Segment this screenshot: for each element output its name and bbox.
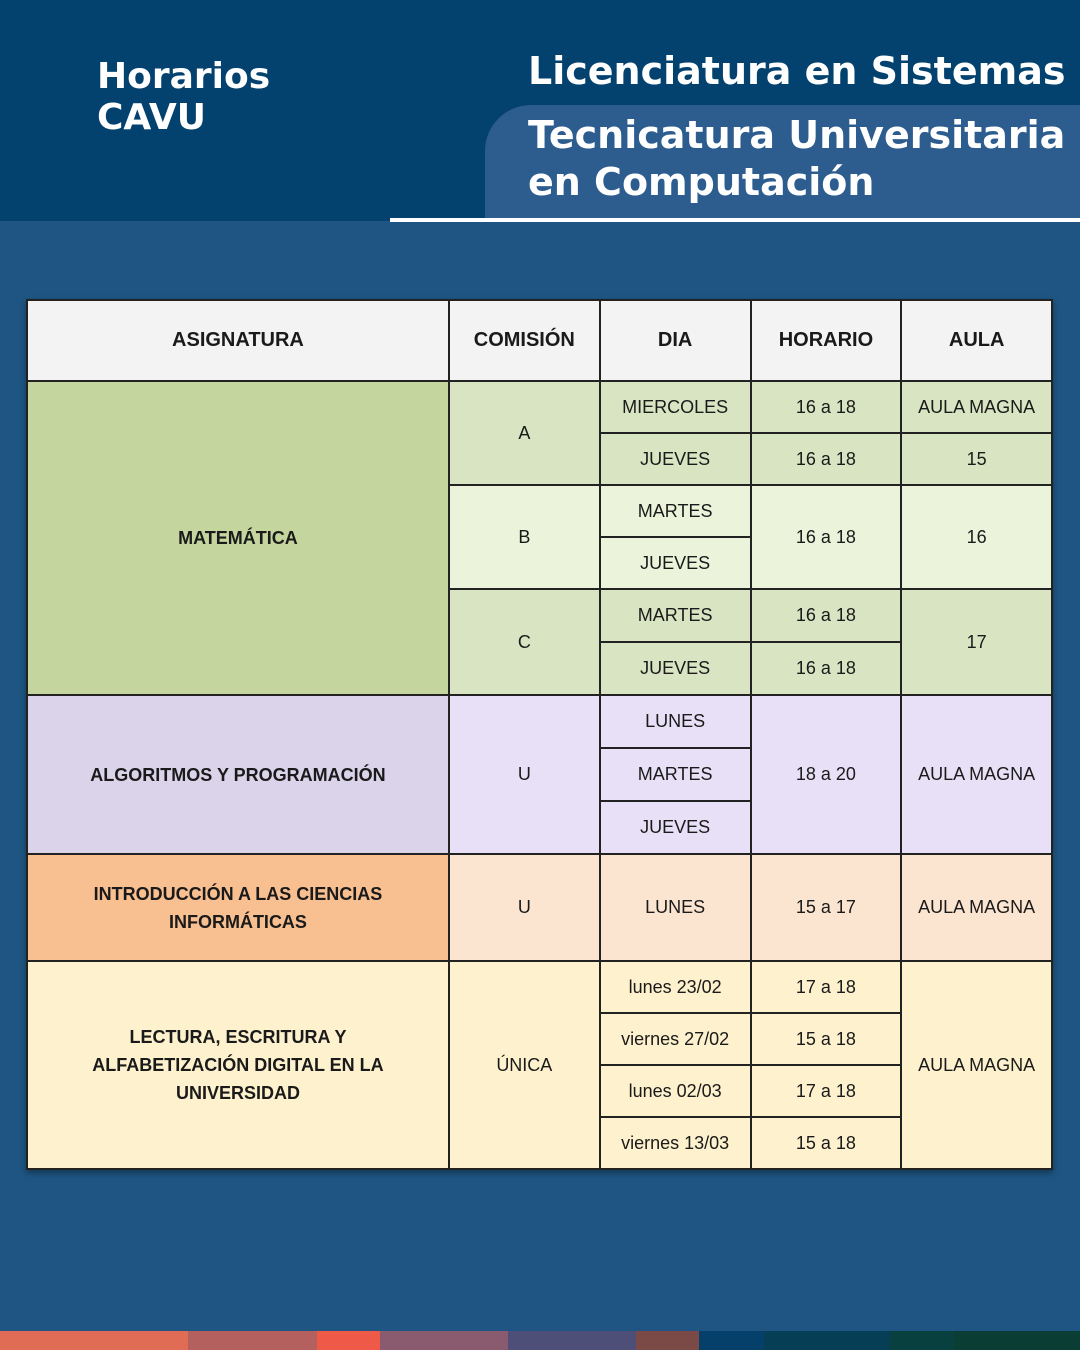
- commission-b: B: [449, 485, 600, 589]
- footer-color-bar: [0, 1331, 1080, 1350]
- table-row: [27, 381, 1052, 433]
- header-underline: [390, 218, 1080, 222]
- commission-c: C: [449, 589, 600, 695]
- subject-line: LECTURA, ESCRITURA Y: [129, 1027, 347, 1047]
- time-cell: 15 a 17: [751, 854, 902, 961]
- degree-primary-title: Licenciatura en Sistemas: [528, 49, 1066, 93]
- room-cell: AULA MAGNA: [901, 381, 1052, 433]
- table-row: [27, 695, 1052, 748]
- subject-lectura: [27, 961, 449, 1169]
- room-cell: 15: [901, 433, 1052, 485]
- footer-segment: [699, 1331, 764, 1350]
- footer-segment: [890, 1331, 954, 1350]
- day-cell: JUEVES: [600, 801, 751, 854]
- commission-cell: U: [449, 854, 600, 961]
- subject-line: UNIVERSIDAD: [175, 1083, 300, 1103]
- time-cell: 16 a 18: [751, 433, 902, 485]
- brand-title: [97, 56, 270, 138]
- time-cell: 17 a 18: [751, 961, 902, 1013]
- time-cell: 18 a 20: [751, 695, 902, 854]
- day-cell: JUEVES: [600, 642, 751, 695]
- day-cell: MARTES: [600, 485, 751, 537]
- table-row: [27, 961, 1052, 1013]
- commission-a: A: [449, 381, 600, 485]
- subject-algoritmos: ALGORITMOS Y PROGRAMACIÓN: [27, 695, 449, 854]
- room-cell: AULA MAGNA: [901, 695, 1052, 854]
- day-cell: MIERCOLES: [600, 381, 751, 433]
- subject-introduccion: [27, 854, 449, 961]
- footer-segment: [954, 1331, 1080, 1350]
- time-cell: 15 a 18: [751, 1117, 902, 1169]
- degree-secondary-title: [528, 112, 1065, 206]
- footer-segment: [764, 1331, 890, 1350]
- column-header-day: DIA: [600, 300, 751, 381]
- column-header-time: HORARIO: [751, 300, 902, 381]
- footer-segment: [380, 1331, 508, 1350]
- footer-segment: [508, 1331, 636, 1350]
- room-cell: 16: [901, 485, 1052, 589]
- time-cell: 15 a 18: [751, 1013, 902, 1065]
- table-row: [27, 854, 1052, 961]
- day-cell: JUEVES: [600, 537, 751, 589]
- subject-line: ALFABETIZACIÓN DIGITAL EN LA: [92, 1055, 384, 1075]
- time-cell: 16 a 18: [751, 485, 902, 589]
- room-cell: AULA MAGNA: [901, 854, 1052, 961]
- time-cell: 16 a 18: [751, 642, 902, 695]
- subject-matematica: MATEMÁTICA: [27, 381, 449, 695]
- day-cell: MARTES: [600, 748, 751, 801]
- schedule-table: [26, 299, 1053, 1170]
- footer-segment: [188, 1331, 317, 1350]
- day-cell: lunes 23/02: [600, 961, 751, 1013]
- subject-line: INFORMÁTICAS: [168, 911, 307, 932]
- footer-segment: [317, 1331, 380, 1350]
- room-cell: 17: [901, 589, 1052, 695]
- time-cell: 16 a 18: [751, 589, 902, 642]
- day-cell: lunes 02/03: [600, 1065, 751, 1117]
- degree-secondary-line-1: Tecnicatura Universitaria: [528, 113, 1066, 157]
- day-cell: LUNES: [600, 854, 751, 961]
- column-header-commission: COMISIÓN: [449, 300, 600, 381]
- column-header-room: AULA: [901, 300, 1052, 381]
- brand-line-2: CAVU: [97, 97, 206, 138]
- footer-segment: [636, 1331, 699, 1350]
- time-cell: 17 a 18: [751, 1065, 902, 1117]
- commission-cell: ÚNICA: [449, 961, 600, 1169]
- day-cell: viernes 27/02: [600, 1013, 751, 1065]
- day-cell: MARTES: [600, 589, 751, 642]
- table-header-row: [27, 300, 1052, 381]
- column-header-subject: ASIGNATURA: [27, 300, 449, 381]
- time-cell: 16 a 18: [751, 381, 902, 433]
- day-cell: LUNES: [600, 695, 751, 748]
- footer-segment: [0, 1331, 188, 1350]
- brand-line-1: Horarios: [97, 56, 271, 97]
- subject-line: INTRODUCCIÓN A LAS CIENCIAS: [93, 883, 383, 904]
- day-cell: viernes 13/03: [600, 1117, 751, 1169]
- room-cell: AULA MAGNA: [901, 961, 1052, 1169]
- commission-cell: U: [449, 695, 600, 854]
- degree-secondary-line-2: en Computación: [528, 160, 875, 204]
- day-cell: JUEVES: [600, 433, 751, 485]
